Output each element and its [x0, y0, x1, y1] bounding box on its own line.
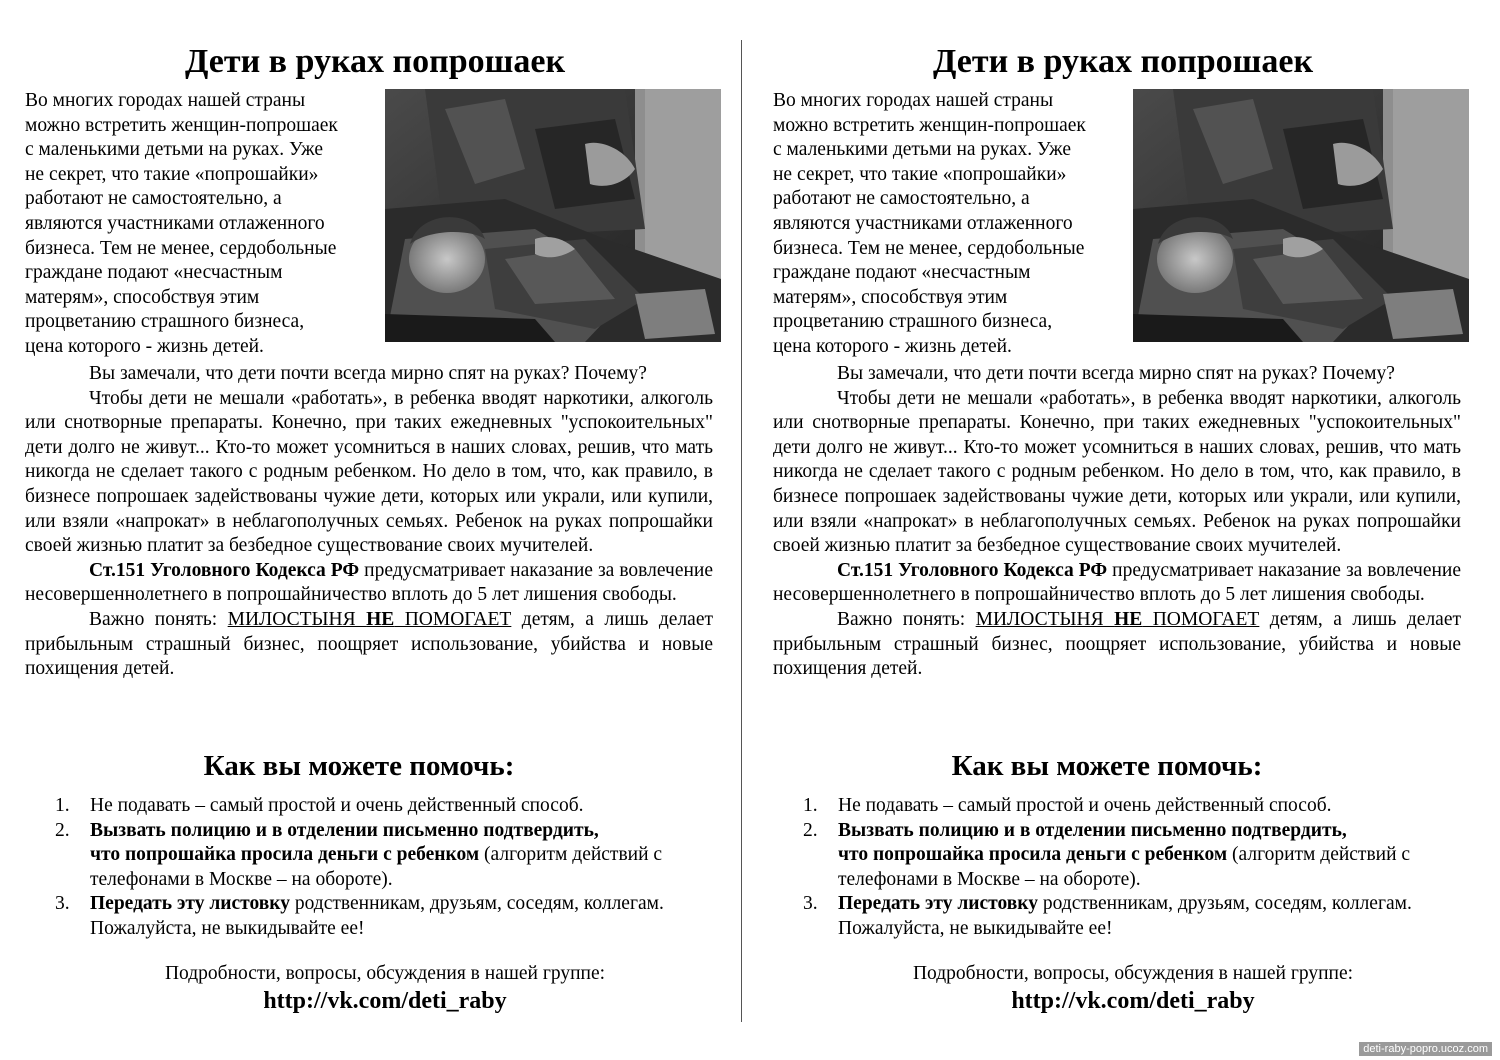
photo-illustration: [1133, 89, 1469, 342]
important-underlined: [228, 609, 512, 630]
intro-line: процветанию страшного бизнеса,: [773, 311, 1053, 333]
intro-line: не секрет, что такие «попрошайки»: [25, 163, 319, 185]
intro-line: не секрет, что такие «попрошайки»: [773, 163, 1067, 185]
law-reference: Ст.151 Уголовного Кодекса РФ: [89, 559, 360, 581]
step-text: (алгоритм действий с телефонами в Москве – на обороте).: [90, 844, 663, 890]
step-bold: что попрошайка просила деньги с ребенком: [838, 844, 1228, 866]
help-subtitle: Как вы можете помочь:: [951, 750, 1263, 782]
important-rest: детям, а лишь делает прибыльным страшный бизнес, поощряет использование, убийства и новые похищения детей.: [773, 608, 1462, 680]
group-link[interactable]: http://vk.com/deti_raby: [263, 988, 507, 1014]
body-paragraph: Вы замечали, что дети почти всегда мирно спят на руках? Почему?: [837, 363, 1395, 384]
leaflet-right: [773, 0, 1473, 1060]
intro-line: матерям», способствуя этим: [773, 286, 1008, 308]
step-text: Не подавать – самый простой и очень действенный способ.: [90, 795, 584, 816]
group-link[interactable]: http://vk.com/deti_raby: [1011, 988, 1255, 1014]
important-paragraph: [773, 608, 1461, 682]
step-number: 2.: [803, 819, 818, 841]
intro-line: цена которого - жизнь детей.: [773, 335, 1012, 357]
body-paragraph: Чтобы дети не мешали «работать», в ребенка вводят наркотики, алкоголь или снотворные препараты. Конечно, при таких ежедневных "успокоительных" дети долго не живут... Кто-то может усомниться в наших словах, решив, что мать никогда не сделает такого с родным ребенком. Но дело в том, что, как правило, в бизнесе попрошаек задействованы чужие дети, которых или украли, или купили, или взяли «напрокат» в неблагополучных семьях. Ребенок на руках попрошайки своей жизнью платит за безбедное существование своих мучителей.: [773, 387, 1461, 557]
intro-line: являются участниками отлаженного: [773, 212, 1073, 234]
step-bold: Передать эту листовку: [90, 893, 290, 915]
intro-line: Во многих городах нашей страны: [773, 90, 1054, 111]
intro-line: процветанию страшного бизнеса,: [25, 311, 305, 333]
body-paragraph: Вы замечали, что дети почти всегда мирно спят на руках? Почему?: [89, 363, 647, 384]
law-text: предусматривает наказание за вовлечение несовершеннолетнего в попрошайничество вплоть до 5 лет лишения свободы.: [773, 559, 1462, 606]
sleeping-child-photo: [385, 89, 721, 342]
site-watermark: deti-raby-popro.ucoz.com: [1359, 1042, 1492, 1056]
intro-line: граждане подают «несчастным: [773, 262, 1031, 284]
intro-line: цена которого - жизнь детей.: [25, 335, 264, 357]
intro-text: [25, 89, 375, 360]
law-reference: Ст.151 Уголовного Кодекса РФ: [837, 559, 1108, 581]
intro-line: матерям», способствуя этим: [25, 286, 260, 308]
important-paragraph: [25, 608, 713, 682]
law-text: предусматривает наказание за вовлечение несовершеннолетнего в попрошайничество вплоть до 5 лет лишения свободы.: [25, 559, 714, 606]
leaflet-title: Дети в руках попрошаек: [932, 43, 1314, 80]
step-number: 1.: [803, 795, 818, 816]
body-text: [773, 362, 1461, 682]
important-u1: МИЛОСТЫНЯ: [227, 608, 367, 630]
important-rest: детям, а лишь делает прибыльным страшный бизнес, поощряет использование, убийства и новые похищения детей.: [25, 608, 714, 680]
page-divider: [741, 40, 742, 1022]
step-text: Не подавать – самый простой и очень действенный способ.: [838, 795, 1332, 816]
law-paragraph: [25, 559, 713, 608]
intro-line: бизнеса. Тем не менее, сердобольные: [773, 237, 1085, 259]
step-text: (алгоритм действий с телефонами в Москве – на обороте).: [838, 844, 1411, 890]
step-number: 2.: [55, 819, 70, 841]
intro-line: граждане подают «несчастным: [25, 262, 283, 284]
step-text: родственникам, друзьям, соседям, коллегам. Пожалуйста, не выкидывайте ее!: [838, 893, 1412, 939]
step-bold: Вызвать полицию и в отделении письменно подтвердить,: [838, 819, 1347, 841]
help-steps: [55, 794, 695, 942]
important-ne: НЕ: [366, 608, 395, 630]
intro-line: с маленькими детьми на руках. Уже: [25, 139, 323, 161]
intro-text: [773, 89, 1123, 360]
important-underlined: [976, 609, 1260, 630]
help-steps: [803, 794, 1443, 942]
body-paragraph: Чтобы дети не мешали «работать», в ребенка вводят наркотики, алкоголь или снотворные препараты. Конечно, при таких ежедневных "успокоительных" дети долго не живут... Кто-то может усомниться в наших словах, решив, что мать никогда не сделает такого с родным ребенком. Но дело в том, что, как правило, в бизнесе попрошаек задействованы чужие дети, которых или украли, или купили, или взяли «напрокат» в неблагополучных семьях. Ребенок на руках попрошайки своей жизнью платит за безбедное существование своих мучителей.: [25, 387, 713, 557]
important-prefix: Важно понять:: [837, 608, 976, 630]
leaflet-left: [25, 0, 725, 1060]
step-item: [803, 794, 1443, 819]
step-item: [55, 819, 695, 893]
sleeping-child-photo: [1133, 89, 1469, 342]
intro-line: можно встретить женщин-попрошаек: [25, 114, 338, 136]
step-item: [803, 892, 1443, 941]
important-u2: ПОМОГАЕТ: [1142, 608, 1260, 630]
intro-line: работают не самостоятельно, а: [773, 188, 1030, 210]
step-bold: Вызвать полицию и в отделении письменно подтвердить,: [90, 819, 599, 841]
step-item: [55, 794, 695, 819]
step-item: [55, 892, 695, 941]
important-u1: МИЛОСТЫНЯ: [975, 608, 1115, 630]
step-number: 3.: [55, 893, 70, 915]
intro-line: можно встретить женщин-попрошаек: [773, 114, 1086, 136]
intro-line: бизнеса. Тем не менее, сердобольные: [25, 237, 337, 259]
important-u2: ПОМОГАЕТ: [394, 608, 512, 630]
leaflet-title: Дети в руках попрошаек: [184, 43, 566, 80]
important-prefix: Важно понять:: [89, 608, 228, 630]
help-subtitle: Как вы можете помочь:: [203, 750, 515, 782]
intro-line: Во многих городах нашей страны: [25, 90, 306, 111]
body-text: [25, 362, 713, 682]
contact-text: Подробности, вопросы, обсуждения в нашей группе:: [164, 963, 606, 984]
step-number: 1.: [55, 795, 70, 816]
law-paragraph: [773, 559, 1461, 608]
intro-line: работают не самостоятельно, а: [25, 188, 282, 210]
step-bold: что попрошайка просила деньги с ребенком: [90, 844, 480, 866]
intro-line: являются участниками отлаженного: [25, 212, 325, 234]
photo-illustration: [385, 89, 721, 342]
important-ne: НЕ: [1114, 608, 1143, 630]
step-item: [803, 819, 1443, 893]
step-text: родственникам, друзьям, соседям, коллегам. Пожалуйста, не выкидывайте ее!: [90, 893, 664, 939]
step-bold: Передать эту листовку: [838, 893, 1038, 915]
contact-text: Подробности, вопросы, обсуждения в нашей группе:: [912, 963, 1354, 984]
intro-line: с маленькими детьми на руках. Уже: [773, 139, 1071, 161]
step-number: 3.: [803, 893, 818, 915]
